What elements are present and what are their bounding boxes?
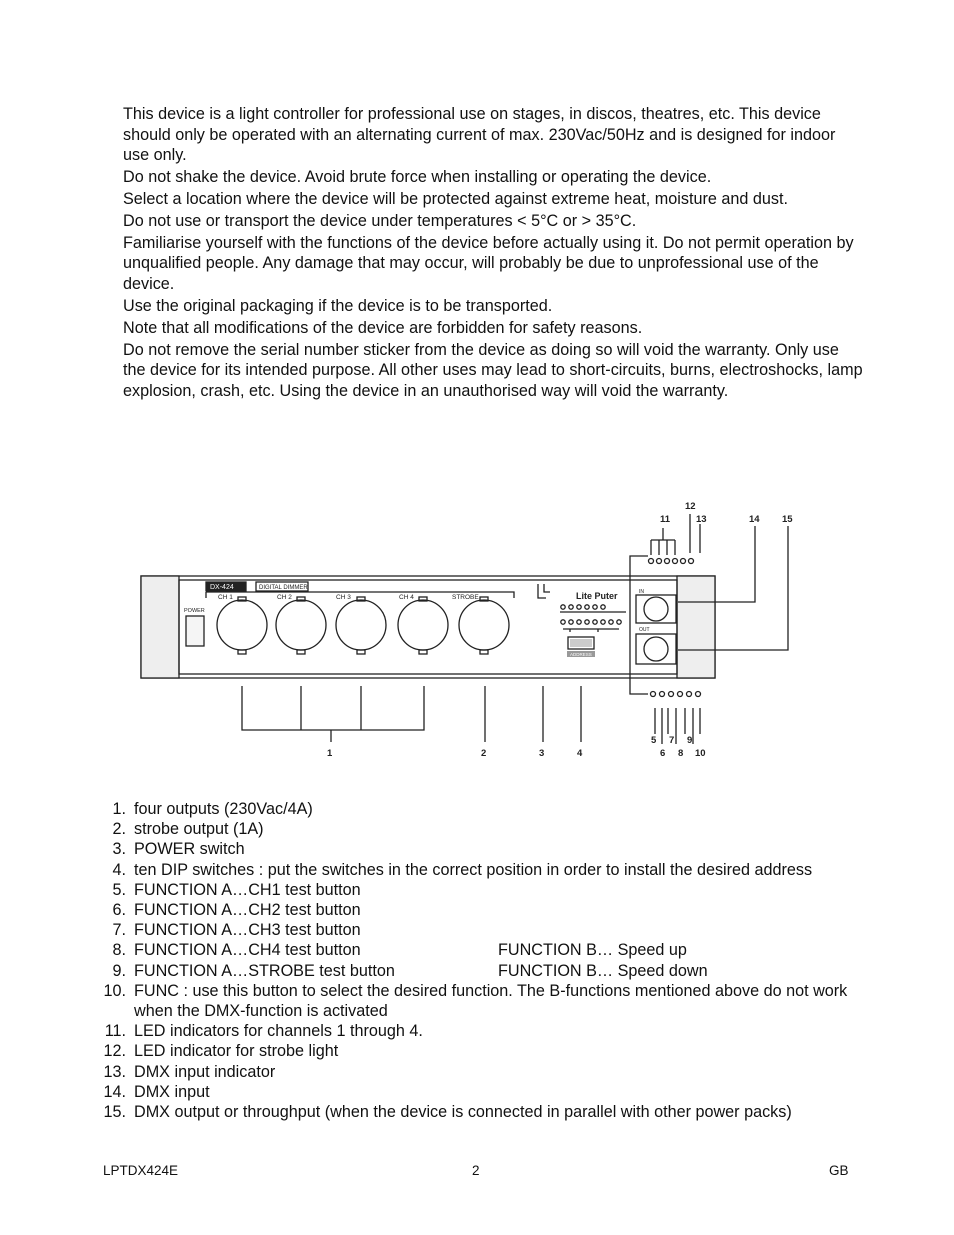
power-label: POWER <box>184 608 205 614</box>
legend-item <box>100 860 860 880</box>
channel-label: STROBE <box>452 594 479 601</box>
legend-item <box>100 961 860 981</box>
legend-item <box>100 1021 860 1041</box>
device-front-panel-diagram <box>140 498 812 764</box>
legend-number: 10. <box>103 981 126 1000</box>
dmx-in-jack <box>636 589 676 623</box>
legend-number: 9. <box>112 961 126 980</box>
panel-led-row <box>561 605 605 609</box>
button-zoom-leader <box>630 686 648 694</box>
output-socket-ch3 <box>336 597 386 654</box>
legend-item <box>100 1041 860 1061</box>
legend-item <box>100 900 860 920</box>
legend-text: FUNCTION A…CH4 test button <box>134 941 361 960</box>
brand-name: Lite Puter <box>576 591 618 601</box>
callout-number: 4 <box>577 748 583 759</box>
safety-instructions <box>123 104 863 403</box>
legend-text: FUNCTION A…CH1 test button <box>134 880 361 899</box>
legend-item <box>100 920 860 940</box>
footer-page-number: 2 <box>472 1163 480 1178</box>
legend-number: 6. <box>112 901 126 920</box>
legend-number: 12. <box>103 1042 126 1061</box>
dip-label-text: ADDRESS <box>570 652 592 657</box>
led-channel-bracket <box>651 540 675 555</box>
legend-text: strobe output (1A) <box>134 820 264 839</box>
legend-item <box>100 819 860 839</box>
legend-item <box>100 1082 860 1102</box>
callout-number: 7 <box>669 735 675 746</box>
legend-text: four outputs (230Vac/4A) <box>134 800 313 818</box>
legend-text: ten DIP switches : put the switches in the correct position in order to install the desired address <box>134 860 813 879</box>
output-socket-ch4 <box>398 597 448 654</box>
panel-button-row <box>561 620 621 624</box>
callout-number: 13 <box>696 514 707 525</box>
footer-doc-code: LPTDX424E <box>103 1163 179 1178</box>
callout-number: 9 <box>687 735 693 746</box>
callout-line-1 <box>242 686 424 742</box>
legend-number: 13. <box>103 1062 126 1081</box>
legend-text: FUNCTION A…CH3 test button <box>134 921 361 940</box>
dip-switch-body <box>570 639 592 647</box>
legend-item <box>100 1062 860 1082</box>
legend-text: FUNCTION A…CH2 test button <box>134 901 361 920</box>
legend-text: DMX input <box>134 1082 210 1101</box>
intro-paragraph: Select a location where the device will be protected against extreme heat, moisture and dust. <box>123 189 788 208</box>
legend-text: DMX output or throughput (when the device is connected in parallel with other power packs) <box>134 1103 792 1122</box>
intro-paragraph: Do not remove the serial number sticker from the device as doing so will void the warranty. Only use the device for its intended purpose. All other uses may lead to short-circuits, burns, electroshocks, lamp explosion, crash, etc. Using the device in an unauthorised way will void the warranty. <box>123 340 863 400</box>
brand-logo-icon <box>538 584 550 598</box>
channel-label: CH 4 <box>399 594 414 601</box>
dmx-in-label: IN <box>639 589 644 595</box>
button-callout-lines <box>655 708 700 744</box>
button-group-bracket <box>563 629 619 632</box>
legend-number: 7. <box>112 921 126 940</box>
channel-label: CH 3 <box>336 594 351 601</box>
legend-number: 5. <box>112 880 126 899</box>
legend-text: LED indicators for channels 1 through 4. <box>134 1022 423 1041</box>
footer-language: GB <box>829 1163 849 1178</box>
power-switch <box>186 616 204 646</box>
subtitle-text: DIGITAL DIMMER <box>259 585 308 591</box>
channel-label: CH 2 <box>277 594 292 601</box>
callout-number: 15 <box>782 514 793 525</box>
callout-number: 8 <box>678 748 684 759</box>
callout-number: 6 <box>660 748 666 759</box>
legend-text: DMX input indicator <box>134 1062 276 1081</box>
intro-paragraph: Do not use or transport the device under temperatures < 5°C or > 35°C. <box>123 211 637 230</box>
legend-item <box>100 981 860 1021</box>
legend-number: 11. <box>104 1022 126 1041</box>
dmx-out-label: OUT <box>639 627 650 633</box>
legend-number: 14. <box>103 1082 126 1101</box>
callout-number: 11 <box>660 514 671 525</box>
legend-text: POWER switch <box>134 840 245 859</box>
legend-text: LED indicator for strobe light <box>134 1042 339 1061</box>
legend-item <box>100 799 860 819</box>
button-zoom <box>651 692 701 697</box>
legend-number: 1. <box>112 800 126 818</box>
intro-paragraph: Use the original packaging if the device is to be transported. <box>123 296 553 315</box>
dmx-out-jack <box>636 627 676 664</box>
callout-number: 2 <box>481 748 487 759</box>
callout-number: 12 <box>685 501 696 512</box>
model-text: DX-424 <box>210 584 234 591</box>
legend-item <box>100 940 860 960</box>
legend-number: 8. <box>112 941 126 960</box>
intro-paragraph: Familiarise yourself with the functions of the device before actually using it. Do not permit operation by unqualified people. Any damage that may occur, will probably be due to unprofessional use of the device. <box>123 233 854 293</box>
legend-text: FUNCTION A…STROBE test button <box>134 961 395 980</box>
output-socket-ch1 <box>217 597 267 654</box>
callout-number: 10 <box>695 748 706 759</box>
intro-paragraph: Note that all modifications of the device are forbidden for safety reasons. <box>123 318 643 337</box>
legend-item <box>100 839 860 859</box>
callout-number: 14 <box>749 514 760 525</box>
output-socket-ch2 <box>276 597 326 654</box>
legend-number: 3. <box>112 840 126 859</box>
legend-number: 4. <box>112 860 126 879</box>
callout-number: 3 <box>539 748 545 759</box>
led-indicator-zoom <box>649 559 694 564</box>
component-legend <box>100 799 860 1122</box>
legend-function-b: FUNCTION B… Speed down <box>498 961 708 980</box>
legend-item <box>100 1102 860 1122</box>
legend-number: 2. <box>112 820 126 839</box>
intro-paragraph: This device is a light controller for professional use on stages, in discos, theatres, etc. This device should only be operated with an alternating current of max. 230Vac/50Hz and is designed for indoor use only. <box>123 105 836 165</box>
output-socket-strobe <box>459 597 509 654</box>
legend-item <box>100 880 860 900</box>
legend-number: 15. <box>103 1103 126 1122</box>
intro-paragraph: Do not shake the device. Avoid brute force when installing or operating the device. <box>123 168 712 187</box>
legend-function-b: FUNCTION B… Speed up <box>498 941 687 960</box>
legend-text: FUNC : use this button to select the desired function. The B-functions mentioned above do not work when the DMX-function is activated <box>134 981 848 1021</box>
channel-label: CH 1 <box>218 594 233 601</box>
callout-number: 5 <box>651 735 657 746</box>
callout-number: 1 <box>327 748 333 759</box>
